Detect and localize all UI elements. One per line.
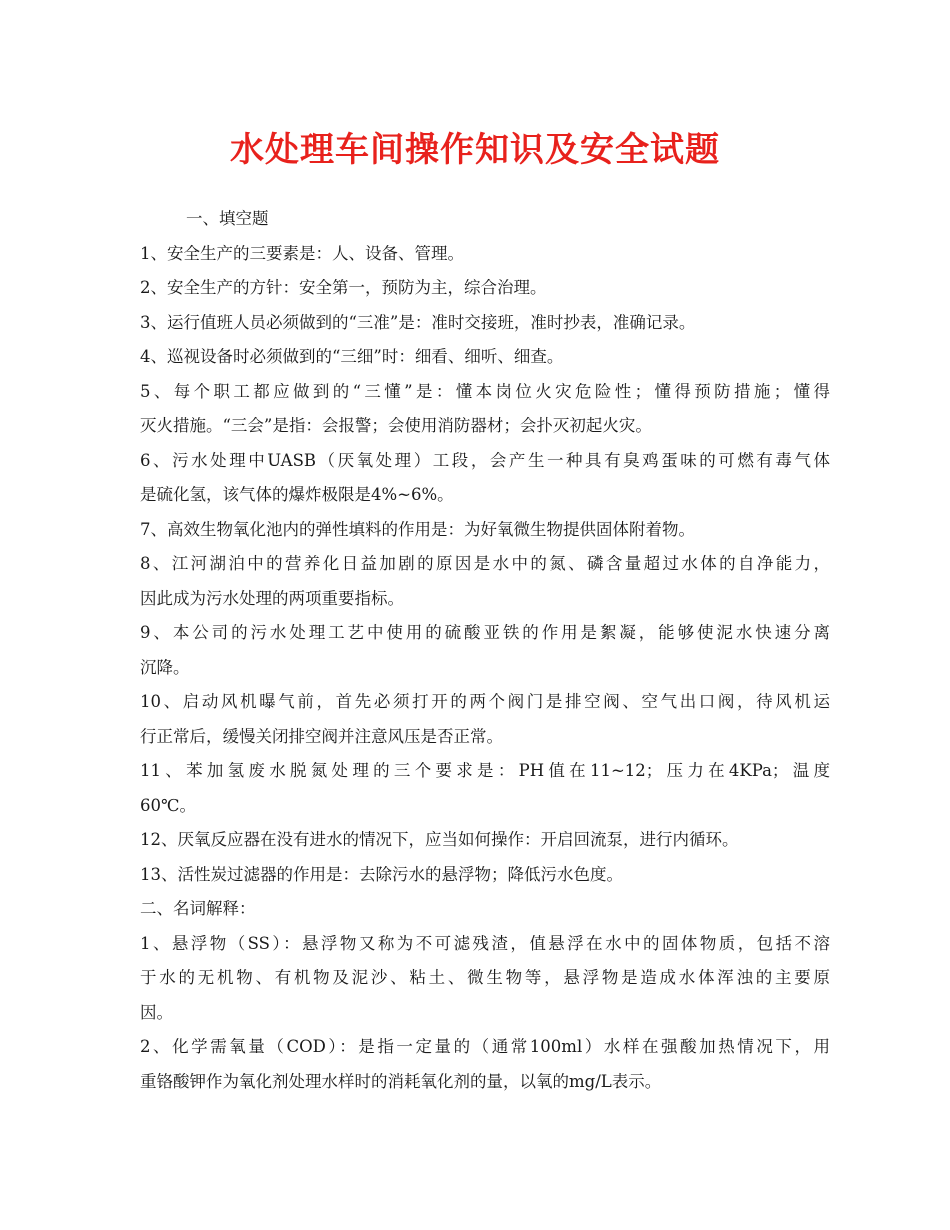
definition-1-line-3: 因。 bbox=[140, 1002, 173, 1022]
document-title: 水处理车间操作知识及安全试题 bbox=[230, 130, 720, 170]
question-11-line-1: 11、苯加氢废水脱氮处理的三个要求是：PH值在11~12；压力在4KPa；温度 bbox=[140, 761, 830, 780]
document-body bbox=[140, 202, 830, 1099]
question-11-line-2: 60℃。 bbox=[140, 795, 196, 815]
section-heading-fill-in: 一、填空题 bbox=[186, 209, 269, 228]
question-13: 13、活性炭过滤器的作用是：去除污水的悬浮物；降低污水色度。 bbox=[140, 864, 623, 884]
question-4: 4、巡视设备时必须做到的“三细”时：细看、细听、细查。 bbox=[140, 347, 564, 366]
definition-2-line-2: 重铬酸钾作为氧化剂处理水样时的消耗氧化剂的量，以氧的mg/L表示。 bbox=[140, 1071, 662, 1091]
question-1: 1、安全生产的三要素是：人、设备、管理。 bbox=[140, 243, 464, 263]
question-6-line-2: 是硫化氢，该气体的爆炸极限是4%~6%。 bbox=[140, 485, 454, 504]
question-5-line-1: 5、每个职工都应做到的“三懂”是：懂本岗位火灾危险性；懂得预防措施；懂得 bbox=[140, 381, 830, 401]
question-7: 7、高效生物氧化池内的弹性填料的作用是：为好氧微生物提供固体附着物。 bbox=[140, 519, 695, 539]
question-10-line-2: 行正常后，缓慢关闭排空阀并注意风压是否正常。 bbox=[140, 726, 503, 746]
question-8-line-1: 8、江河湖泊中的营养化日益加剧的原因是水中的氮、磷含量超过水体的自净能力， bbox=[140, 554, 830, 573]
definition-2-line-1: 2、化学需氧量（COD）：是指一定量的（通常100ml）水样在强酸加热情况下，用 bbox=[140, 1037, 830, 1056]
question-2: 2、安全生产的方针：安全第一，预防为主，综合治理。 bbox=[140, 278, 547, 297]
question-3: 3、运行值班人员必须做到的“三准”是：准时交接班，准时抄表，准确记录。 bbox=[140, 312, 696, 332]
definition-1-line-2: 于水的无机物、有机物及泥沙、粘土、微生物等，悬浮物是造成水体浑浊的主要原 bbox=[140, 968, 830, 987]
question-5-line-2: 灭火措施。“三会”是指：会报警；会使用消防器材；会扑灭初起火灾。 bbox=[140, 416, 652, 435]
definition-1-line-1: 1、悬浮物（SS）：悬浮物又称为不可滤残渣，值悬浮在水中的固体物质，包括不溶 bbox=[140, 933, 830, 953]
question-12: 12、厌氧反应器在没有进水的情况下，应当如何操作：开启回流泵，进行内循环。 bbox=[140, 830, 739, 849]
question-9-line-1: 9、本公司的污水处理工艺中使用的硫酸亚铁的作用是絮凝，能够使泥水快速分离 bbox=[140, 623, 830, 642]
question-10-line-1: 10、启动风机曝气前，首先必须打开的两个阀门是排空阀、空气出口阀，待风机运 bbox=[140, 692, 830, 711]
question-9-line-2: 沉降。 bbox=[140, 657, 190, 677]
question-6-line-1: 6、污水处理中UASB（厌氧处理）工段，会产生一种具有臭鸡蛋味的可燃有毒气体 bbox=[140, 450, 830, 470]
question-8-line-2: 因此成为污水处理的两项重要指标。 bbox=[140, 588, 404, 608]
section-heading-definitions: 二、名词解释： bbox=[140, 899, 256, 918]
